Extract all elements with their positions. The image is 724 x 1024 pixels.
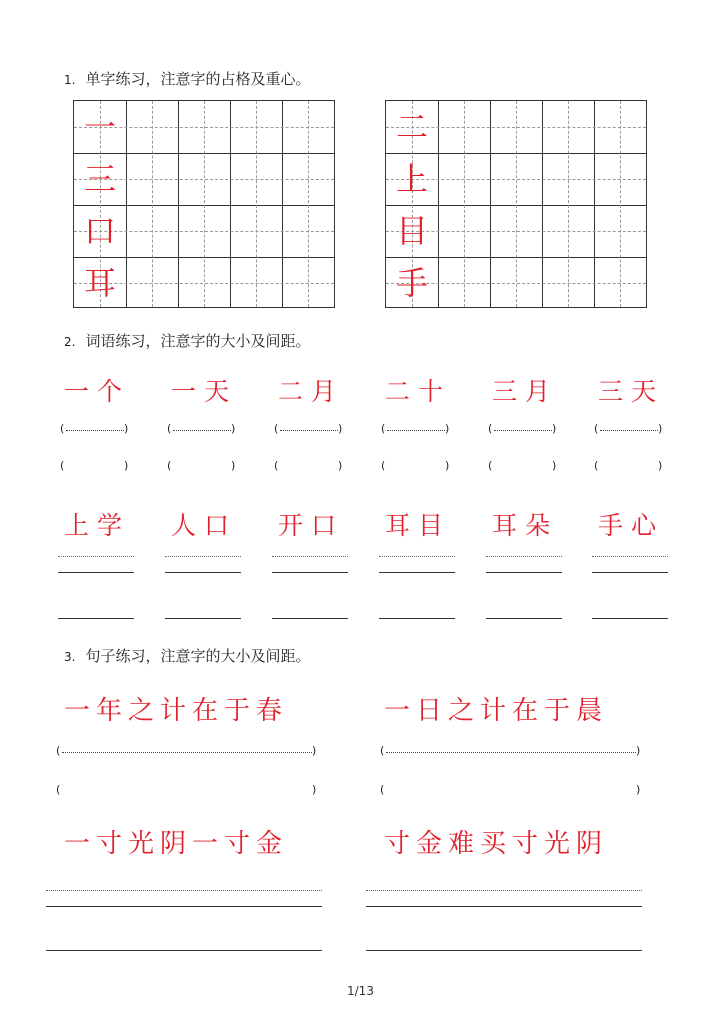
grid-line-vertical — [126, 101, 127, 307]
word-row2-item: 上学 — [64, 511, 131, 540]
bracket-close: ) — [552, 422, 557, 435]
writing-guide-dotted — [272, 556, 348, 557]
grid-guide-vertical — [308, 101, 309, 307]
grid-guide-vertical — [152, 101, 153, 307]
bracket-close: ) — [636, 744, 641, 757]
word-row2-item: 耳朵 — [492, 511, 559, 540]
grid-character: 口 — [83, 212, 116, 250]
sentence-2: 一日之计在于晨 — [384, 696, 609, 726]
word-row1-item: 二月 — [278, 377, 345, 406]
grid-line-vertical — [542, 101, 543, 307]
section-3-number: 3. — [64, 650, 76, 664]
sentence-3: 一寸光阴一寸金 — [64, 829, 289, 859]
section-2-title: 词语练习，注意字的大小及间距。 — [85, 332, 311, 350]
grid-character: 上 — [395, 160, 428, 198]
bracket-close: ) — [231, 422, 236, 435]
writing-guide-dotted — [165, 556, 241, 557]
section-1-title: 单字练习，注意字的占格及重心。 — [85, 70, 311, 88]
bracket-open: ( — [60, 422, 65, 435]
writing-guide-dotted — [379, 556, 455, 557]
writing-line — [379, 572, 455, 573]
grid-guide-vertical — [464, 101, 465, 307]
bracket-open: ( — [380, 744, 385, 757]
bracket-open: ( — [274, 422, 279, 435]
writing-line — [592, 618, 668, 619]
word-row1-item: 二十 — [385, 377, 452, 406]
writing-line — [379, 618, 455, 619]
bracket-close: ) — [231, 459, 236, 472]
grid-character: 手 — [395, 264, 428, 302]
writing-guide-dotted — [58, 556, 134, 557]
grid-guide-vertical — [620, 101, 621, 307]
grid-line-vertical — [490, 101, 491, 307]
grid-character: 二 — [395, 108, 428, 146]
grid-guide-vertical — [204, 101, 205, 307]
bracket-close: ) — [312, 783, 317, 796]
bracket-close: ) — [124, 422, 129, 435]
grid-guide-vertical — [516, 101, 517, 307]
section-3-title: 句子练习，注意字的大小及间距。 — [85, 647, 311, 665]
bracket-open: ( — [56, 744, 61, 757]
grid-character: 目 — [395, 212, 428, 250]
grid-line-vertical — [230, 101, 231, 307]
bracket-open: ( — [381, 459, 386, 472]
bracket-open: ( — [594, 459, 599, 472]
bracket-close: ) — [658, 422, 663, 435]
bracket-close: ) — [636, 783, 641, 796]
bracket-close: ) — [338, 422, 343, 435]
writing-guide-dotted — [592, 556, 668, 557]
grid-guide-vertical — [256, 101, 257, 307]
bracket-close: ) — [552, 459, 557, 472]
writing-line — [46, 950, 322, 951]
writing-line — [58, 572, 134, 573]
writing-guide-dotted — [46, 890, 322, 891]
bracket-open: ( — [167, 459, 172, 472]
bracket-open: ( — [381, 422, 386, 435]
bracket-close: ) — [124, 459, 129, 472]
section-2-heading — [64, 330, 310, 351]
grid-character: 耳 — [83, 264, 116, 302]
bracket-open: ( — [60, 459, 65, 472]
word-row1-item: 一个 — [64, 377, 131, 406]
bracket-close: ) — [445, 422, 450, 435]
bracket-open: ( — [488, 459, 493, 472]
practice-grid-right — [385, 100, 647, 308]
writing-line — [165, 618, 241, 619]
section-1-heading — [64, 68, 310, 89]
bracket-open: ( — [594, 422, 599, 435]
bracket-open: ( — [380, 783, 385, 796]
bracket-open: ( — [56, 783, 61, 796]
writing-guide-dotted — [486, 556, 562, 557]
section-1-number: 1. — [64, 73, 76, 87]
bracket-open: ( — [274, 459, 279, 472]
grid-guide-vertical — [568, 101, 569, 307]
writing-line — [272, 572, 348, 573]
section-2-number: 2. — [64, 335, 76, 349]
grid-character: 三 — [83, 160, 116, 198]
writing-line — [165, 572, 241, 573]
bracket-open: ( — [167, 422, 172, 435]
word-row2-item: 人口 — [171, 511, 238, 540]
grid-line-vertical — [438, 101, 439, 307]
word-row1-item: 三月 — [492, 377, 559, 406]
writing-line — [486, 572, 562, 573]
section-3-heading — [64, 645, 310, 666]
writing-guide-dotted — [366, 890, 642, 891]
writing-line — [58, 618, 134, 619]
writing-line — [272, 618, 348, 619]
word-row2-item: 手心 — [598, 511, 665, 540]
bracket-close: ) — [312, 744, 317, 757]
bracket-open: ( — [488, 422, 493, 435]
grid-line-vertical — [594, 101, 595, 307]
grid-character: 一 — [83, 108, 116, 146]
word-row2-item: 耳目 — [385, 511, 452, 540]
bracket-close: ) — [658, 459, 663, 472]
writing-line — [366, 906, 642, 907]
grid-line-vertical — [282, 101, 283, 307]
word-row2-item: 开口 — [278, 511, 345, 540]
word-row1-item: 三天 — [598, 377, 665, 406]
writing-line — [486, 618, 562, 619]
word-row1-item: 一天 — [171, 377, 238, 406]
sentence-4: 寸金难买寸光阴 — [384, 829, 609, 859]
writing-line — [592, 572, 668, 573]
bracket-close: ) — [338, 459, 343, 472]
practice-grid-left — [73, 100, 335, 308]
writing-line — [46, 906, 322, 907]
bracket-close: ) — [445, 459, 450, 472]
writing-line — [366, 950, 642, 951]
sentence-1: 一年之计在于春 — [64, 696, 289, 726]
page-number: 1/13 — [347, 984, 374, 998]
grid-line-vertical — [178, 101, 179, 307]
